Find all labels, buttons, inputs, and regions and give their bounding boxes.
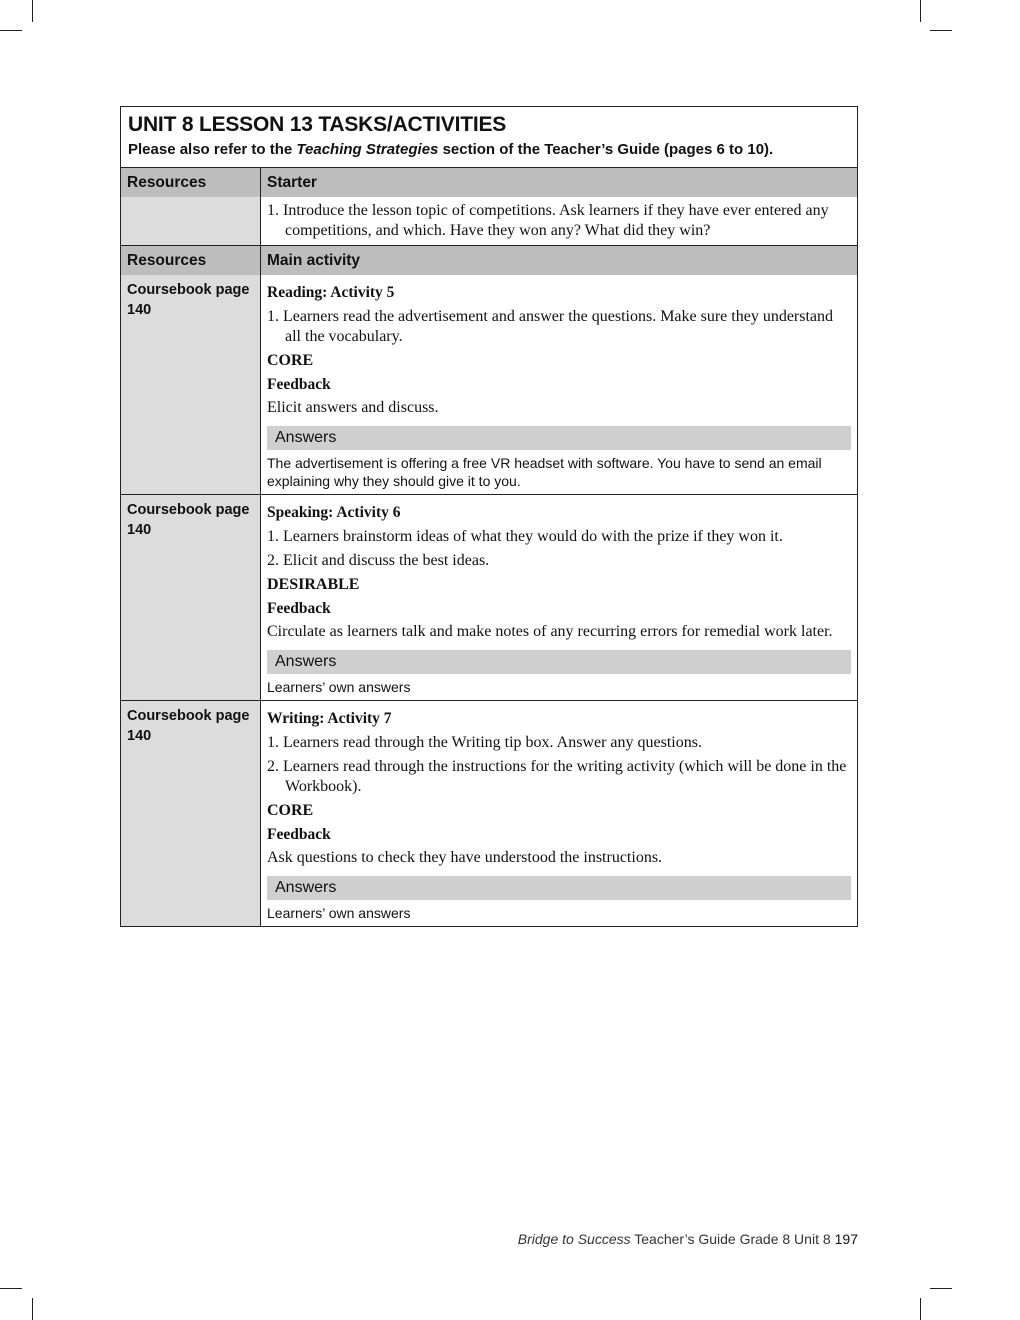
- resource-label: Coursebook page 140: [127, 708, 250, 744]
- resource-label: Coursebook page 140: [127, 502, 250, 538]
- title-cell: [121, 107, 858, 168]
- level-label: DESIRABLE: [267, 576, 360, 593]
- answers-text: The advertisement is offering a free VR headset with software. You have to send an email explaining why they should give it to you.: [267, 455, 822, 489]
- activity-item: 2. Learners read through the instructions for the writing activity (which will be done in the Workbook).: [267, 758, 847, 795]
- crop-mark: [32, 0, 33, 22]
- level-label: CORE: [267, 802, 314, 819]
- answers-bar: Answers: [267, 876, 851, 900]
- resources-heading: Resources: [121, 168, 261, 198]
- activity-row: [121, 275, 858, 495]
- feedback-label: Feedback: [267, 376, 331, 393]
- page-footer: [518, 1231, 858, 1247]
- lesson-table: [120, 106, 858, 927]
- level-label: CORE: [267, 352, 314, 369]
- feedback-text: Ask questions to check they have understood the instructions.: [267, 849, 663, 866]
- activity-title: Writing: Activity 7: [267, 710, 392, 727]
- resource-cell: [121, 701, 261, 927]
- footer-book-title: Bridge to Success: [517, 1231, 631, 1247]
- feedback-text: Elicit answers and discuss.: [267, 399, 439, 416]
- activity-row: [121, 701, 858, 927]
- resources-heading: Resources: [121, 246, 261, 276]
- resource-label: Coursebook page 140: [127, 282, 250, 318]
- footer-text: Teacher’s Guide Grade 8 Unit 8: [630, 1231, 831, 1247]
- starter-resource-cell: [121, 197, 261, 246]
- starter-heading: Starter: [261, 168, 858, 198]
- answers-bar: Answers: [267, 426, 851, 450]
- page-title: UNIT 8 LESSON 13 TASKS/ACTIVITIES: [128, 113, 507, 136]
- crop-mark: [930, 30, 952, 31]
- answers-text: Learners’ own answers: [267, 905, 411, 921]
- activity-row: [121, 495, 858, 701]
- crop-mark: [0, 30, 22, 31]
- feedback-text: Circulate as learners talk and make notes of any recurring errors for remedial work later.: [267, 623, 833, 640]
- resource-cell: [121, 495, 261, 701]
- crop-mark: [0, 1288, 22, 1289]
- resource-cell: [121, 275, 261, 495]
- starter-item: 1. Introduce the lesson topic of competitions. Ask learners if they have ever entered any competitions, and which. Have they won any? What did they win?: [267, 202, 829, 239]
- main-activity-heading: Main activity: [261, 246, 858, 276]
- starter-header-row: [121, 168, 858, 198]
- answers-bar: Answers: [267, 650, 851, 674]
- feedback-label: Feedback: [267, 600, 331, 617]
- crop-mark: [930, 1288, 952, 1289]
- answers-text: Learners’ own answers: [267, 679, 411, 695]
- activity-item: 1. Learners read the advertisement and answer the questions. Make sure they understand all the vocabulary.: [267, 308, 834, 345]
- activity-item: 1. Learners brainstorm ideas of what they would do with the prize if they won it.: [267, 528, 783, 545]
- activity-title: Speaking: Activity 6: [267, 504, 401, 521]
- activity-title: Reading: Activity 5: [267, 284, 395, 301]
- main-header-row: [121, 246, 858, 276]
- crop-mark: [920, 0, 921, 22]
- starter-row: [121, 197, 858, 246]
- activity-item: 2. Elicit and discuss the best ideas.: [267, 552, 490, 569]
- page-number: 197: [834, 1231, 858, 1247]
- refer-note: Please also refer to the Teaching Strategies section of the Teacher’s Guide (pages 6 to 10).: [128, 141, 774, 158]
- crop-mark: [32, 1298, 33, 1320]
- crop-mark: [920, 1298, 921, 1320]
- feedback-label: Feedback: [267, 826, 331, 843]
- activity-item: 1. Learners read through the Writing tip box. Answer any questions.: [267, 734, 702, 751]
